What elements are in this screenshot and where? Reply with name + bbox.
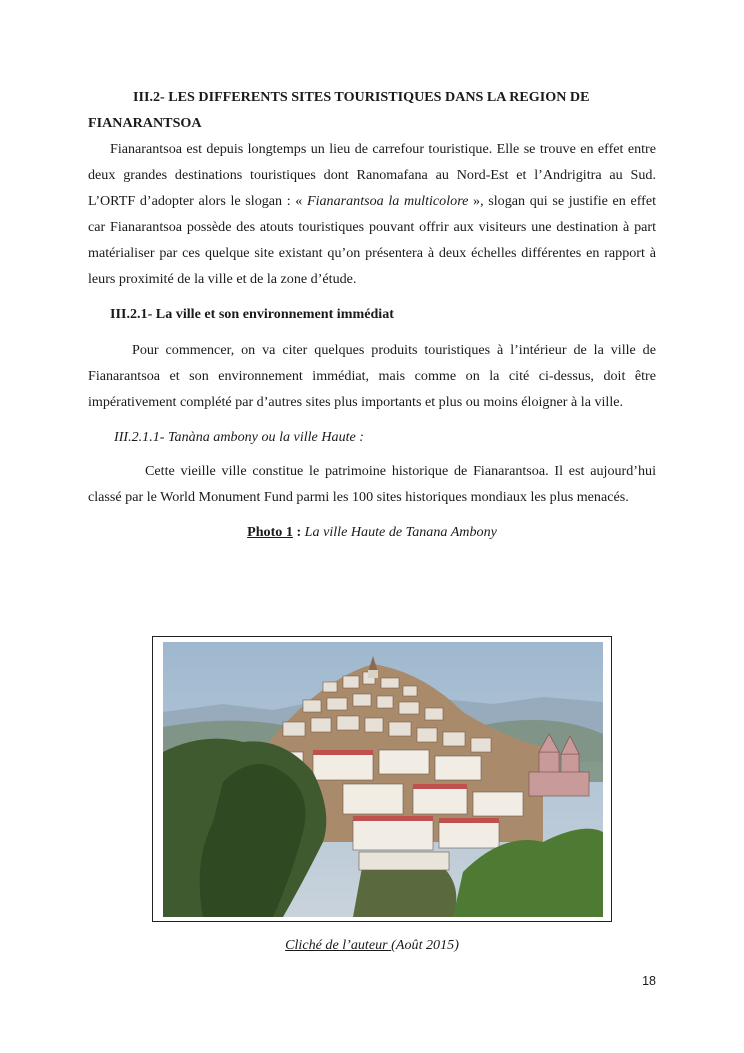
subsection-paragraph: Pour commencer, on va citer quelques produits touristiques à l’intérieur de la ville de Fianarantsoa et son environnement immédiat, mais comme on la cité ci-dessus, doit être impérativement complété par d’autres sites plus importants et plus ou moins éloigner à la ville. <box>88 342 656 410</box>
subsection-heading: III.2.1- La ville et son environnement immédiat <box>110 306 394 322</box>
photo-frame <box>152 636 612 922</box>
slogan-quote: Fianarantsoa la multicolore <box>306 193 469 209</box>
subsubsection-heading: III.2.1.1- Tanàna ambony ou la ville Haute : <box>114 429 364 445</box>
figure-separator: : <box>292 524 305 540</box>
intro-paragraph <box>88 136 656 292</box>
page-number: 18 <box>642 974 656 988</box>
photo-credit <box>0 935 744 955</box>
photo-credit-date: (Août 2015) <box>391 937 459 953</box>
figure-title: La ville Haute de Tanana Ambony <box>304 524 497 540</box>
intro-text-1: Fianarantsoa est depuis longtemps un lieu de carrefour touristique. Elle se trouve en effet entre deux grandes destinations touristiques dont Ranomafana au Nord-Est et l’Andrigitra au Sud. L’ORTF d’adopter alors le slogan : « <box>88 141 656 209</box>
intro-text-2: », slogan qui se justifie en effet car Fianarantsoa possède des atouts touristiques pouvant offrir aux visiteurs une destination à part matérialiser par ces quelque site existant qu’on présentera à deux échelles différentes en rapport à leurs proximité de la ville et de la zone d’étude. <box>88 193 656 287</box>
figure-label: Photo 1 <box>247 524 293 540</box>
section-heading-cont <box>88 110 656 136</box>
subsubsection-paragraph: Cette vieille ville constitue le patrimoine historique de Fianarantsoa. Il est aujourd’hui classé par le World Monument Fund parmi les 100 sites historiques mondiaux les plus menacés. <box>88 463 656 505</box>
photo-illustration <box>163 642 603 917</box>
section-heading <box>88 84 656 110</box>
photo-credit-author: Cliché de l’auteur <box>285 937 392 953</box>
section-heading-line1: III.2- LES DIFFERENTS SITES TOURISTIQUES DANS LA REGION DE <box>133 89 590 105</box>
document-body <box>88 84 656 545</box>
figure-caption <box>88 519 656 545</box>
section-heading-line2: FIANARANTSOA <box>88 115 202 131</box>
